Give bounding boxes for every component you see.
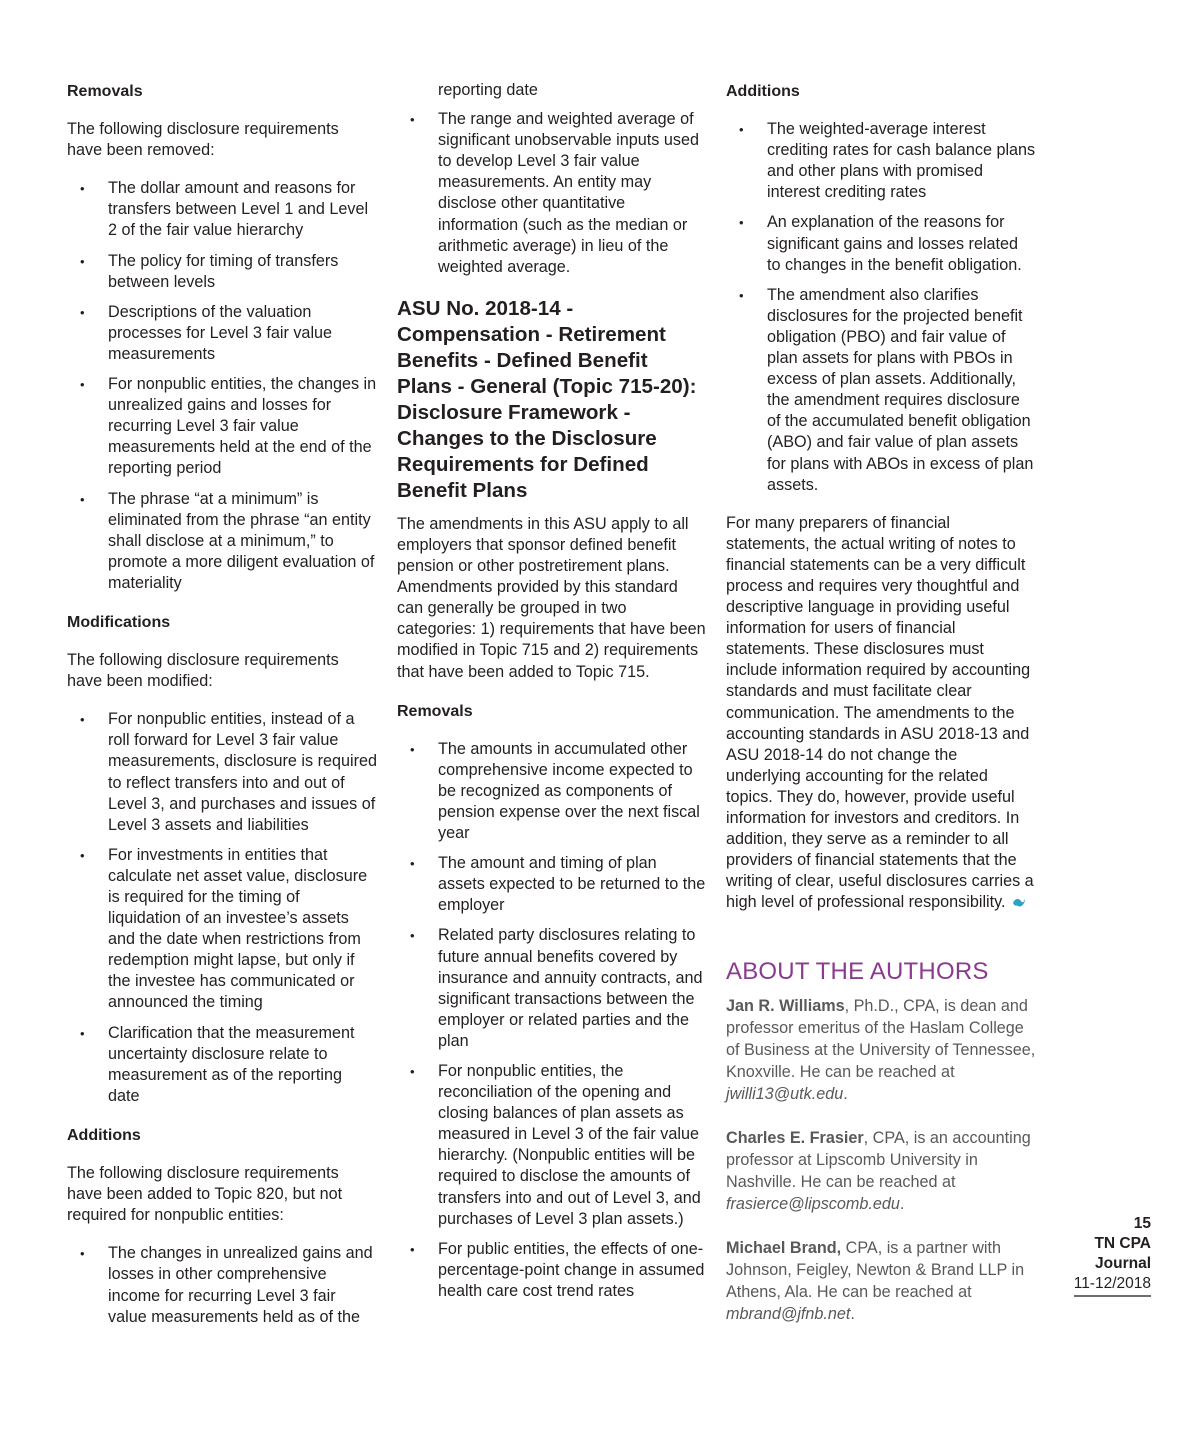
bullet-icon: • [80,491,85,507]
bullet-icon: • [410,928,415,944]
bullet-icon: • [80,377,85,393]
bullet-icon: • [80,304,85,320]
bullet-icon: • [410,741,415,757]
page-footer [1074,1214,1151,1297]
list-item-text: The range and weighted average of significant unobservable inputs used to develop Level 3 fair value measurements. An entity may disclose other quantitative information (such as the median or arithmetic average) in lieu of the weighted average. [438,110,699,276]
list-item-text: For nonpublic entities, the reconciliation of the opening and closing balances of plan assets as measured in Level 3 of the fair value hierarchy. (Nonpublic entities will be required to disclose the amounts of transfers into and out of Level 3, and purchases of Level 3 plan assets.) [438,1062,701,1228]
author-name: Jan R. Williams [726,996,845,1015]
list-item [397,1239,707,1302]
publication-name-line2: Journal [1095,1255,1151,1272]
bullet-icon: • [739,287,744,303]
list-item-text: The amendment also clarifies disclosures for the projected benefit obligation (PBO) and fair value of plan assets for plans with PBOs in excess of plan assets. Additionally, the amendment requires disclosure of the accumulated benefit obligation (ABO) and fair value of plan assets for plans with ABOs in excess of plan assets. [767,285,1034,494]
list-item-text: The changes in unrealized gains and losses in other comprehensive income for recurring Level 3 fair value measurements held as of the [108,1244,373,1326]
continued-text: reporting date [438,81,538,99]
author-name: Michael Brand, [726,1238,842,1257]
author-email-link[interactable]: frasierce@lipscomb.edu [726,1194,900,1213]
list-item-text: For nonpublic entities, the changes in unrealized gains and losses for recurring Level 3 fair value measurements held at the end of the reporting period [108,375,377,478]
list-item-text: The dollar amount and reasons for transfers between Level 1 and Level 2 of the fair value hierarchy [108,179,369,240]
removals-heading: Removals [397,702,473,720]
additions-heading: Additions [67,1126,141,1144]
list-item-text: Related party disclosures relating to future annual benefits covered by insurance and annuity contracts, and significant transactions between the employer or related parties and the plan [438,926,703,1050]
bullet-icon: • [739,215,744,231]
closing-text: For many preparers of financial statements, the actual writing of notes to financial statements can be a very difficult process and requires very thoughtful and descriptive language in providing useful information for users of financial statements. These disclosures must include information required by accounting standards and must facilitate clear communication. The amendments to the accounting standards in ASU 2018-13 and ASU 2018-14 do not change the underlying accounting for the related topics. They do, however, provide useful information for investors and creditors. In addition, they serve as a reminder to all providers of financial statements that the writing of clear, useful disclosures carries a high level of professional responsibility. [726,513,1034,912]
column-3 [726,80,1036,1325]
removals-list [67,178,377,594]
list-item [726,285,1036,496]
list-item-text: The phrase “at a minimum” is eliminated from the phrase “an entity shall disclose at a minimum,” to promote a more diligent evaluation of materiality [108,489,375,592]
bullet-icon: • [80,847,85,863]
author-bio-end: . [843,1084,848,1103]
modifications-heading: Modifications [67,613,171,631]
bullet-icon: • [410,112,415,128]
list-item-text: The weighted-average interest crediting rates for cash balance plans and other plans with promised interest crediting rates [767,120,1036,202]
modifications-intro: The following disclosure requirements have been modified: [67,651,339,691]
list-item-text: For nonpublic entities, instead of a roll forward for Level 3 fair value measurements, disclosure is required to reflect transfers into and out of Level 3, and purchases and issues of Level 3 assets and liabilities [108,710,378,834]
additions-heading: Additions [726,83,800,100]
author-name: Charles E. Frasier [726,1128,864,1147]
list-item [67,845,377,1014]
author-bio-end: . [899,1194,905,1213]
list-item [67,489,377,594]
removals-list [397,739,707,1302]
author-email-link[interactable]: jwilli13@utk.edu [726,1084,844,1103]
list-item [67,251,377,293]
bullet-icon: • [80,1246,85,1262]
tn-cpa-end-mark-icon [1012,897,1026,909]
list-item [397,853,707,916]
list-item [67,1243,377,1327]
list-item-text: The policy for timing of transfers between levels [108,251,339,291]
additions-list [67,1243,377,1327]
continued-list [397,109,707,278]
list-item [397,739,707,844]
author-bio [726,1127,1036,1215]
modifications-list [67,709,377,1107]
additions-list [726,119,1036,496]
bullet-icon: • [410,856,415,872]
author-bio-text: , CPA, is an accounting professor at Lipscomb University in Nashville. He can be reached at [726,1128,1031,1191]
author-email-link[interactable]: mbrand@jfnb.net [726,1304,851,1323]
list-item [726,119,1036,203]
publication-name: TN CPA [1094,1235,1151,1252]
author-bio-text: CPA, is a partner with Johnson, Feigley, Newton & Brand LLP in Athens, Ala. He can be reached at [726,1238,1025,1301]
list-item-text: The amounts in accumulated other comprehensive income expected to be recognized as components of pension expense over the next fiscal year [438,739,700,843]
list-item-text: For public entities, the effects of one-percentage-point change in assumed health care cost trend rates [438,1239,705,1300]
bullet-icon: • [80,1025,85,1041]
list-item [67,709,377,836]
removals-heading: Removals [67,83,143,100]
list-item [397,109,707,278]
list-item [67,178,377,241]
author-bio [726,995,1036,1105]
issue-date: 11-12/2018 [1074,1274,1151,1297]
column-1 [67,80,377,1337]
list-item [67,302,377,365]
about-the-authors-heading: ABOUT THE AUTHORS [726,958,989,986]
list-item [397,925,707,1052]
bullet-icon: • [80,712,85,728]
list-item-text: The amount and timing of plan assets expected to be returned to the employer [438,854,706,915]
page-number: 15 [1133,1215,1151,1232]
bullet-icon: • [80,181,85,197]
list-item [726,212,1036,275]
list-item-text: An explanation of the reasons for significant gains and losses related to changes in the benefit obligation. [767,213,1022,274]
author-bio-text: , Ph.D., CPA, is dean and professor emeritus of the Haslam College of Business at the University of Tennessee, Knoxville. He can be reached at [726,996,1036,1081]
removals-intro: The following disclosure requirements have been removed: [67,120,339,160]
bullet-icon: • [410,1064,415,1079]
author-bio [726,1237,1036,1325]
list-item-text: For investments in entities that calculate net asset value, disclosure is required for the timing of liquidation of an investee’s assets and the date when restrictions from redemption might lapse, but only if the investee has communicated or announced the timing [108,845,368,1012]
list-item [67,1023,377,1107]
asu-2018-14-intro: The amendments in this ASU apply to all employers that sponsor defined benefit pension or other postretirement plans. Amendments provided by this standard can generally be grouped in two categories: 1) requirements that have been modified in Topic 715 and 2) requirements that have been added to Topic 715. [397,514,706,681]
asu-2018-14-heading: ASU No. 2018-14 - Compensation - Retirement Benefits - Defined Benefit Plans - General (Topic 715-20): Disclosure Framework - Changes to the Disclosure Requirements for Defined Benefit Plans [397,296,697,502]
bullet-icon: • [410,1241,415,1257]
list-item [67,374,377,479]
list-item-text: Descriptions of the valuation processes for Level 3 fair value measurements [108,302,333,363]
list-item-text: Clarification that the measurement uncertainty disclosure relate to measurement as of the reporting date [108,1023,355,1105]
additions-intro: The following disclosure requirements have been added to Topic 820, but not required for nonpublic entities: [67,1164,343,1225]
list-item [397,1061,707,1230]
bullet-icon: • [80,253,85,269]
closing-paragraph [726,513,1036,914]
column-2 [397,80,707,1311]
bullet-icon: • [739,122,744,138]
author-bio-end: . [850,1304,855,1323]
